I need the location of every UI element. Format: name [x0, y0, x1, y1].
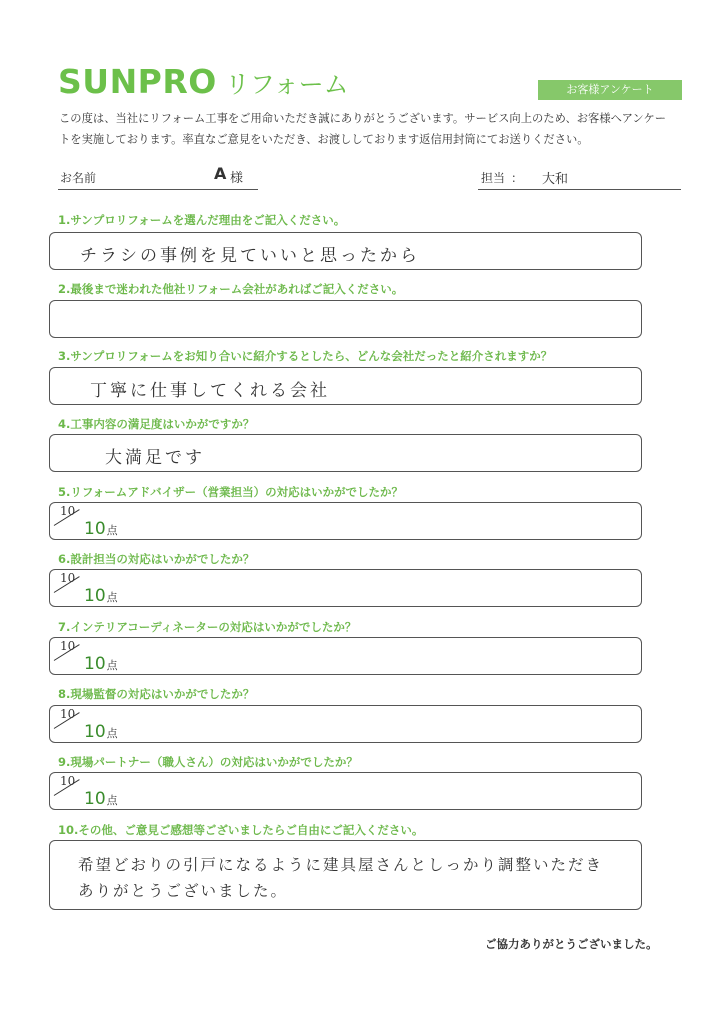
- question-9-handwritten-score: 10: [60, 774, 76, 788]
- staff-name-value: 大和: [542, 172, 569, 187]
- question-8-label: 8.現場監督の対応はいかがでしたか？: [58, 687, 255, 701]
- question-5-handwritten-score: 10: [60, 504, 76, 518]
- customer-name-underline: [58, 188, 258, 190]
- question-1-answer-box[interactable]: [49, 232, 642, 270]
- question-1-label: 1.サンプロリフォームを選んだ理由をご記入ください。: [58, 213, 346, 227]
- customer-name-value: A: [214, 164, 227, 183]
- intro-line-1: この度は、当社にリフォーム工事をご用命いただき誠にありがとうございます。サービス向上のため、お客様へアンケー: [59, 112, 667, 125]
- survey-badge: お客様アンケート: [538, 80, 682, 100]
- question-5-score-value: 10: [84, 519, 106, 539]
- question-9-score-box[interactable]: [49, 772, 642, 810]
- intro-line-2: トを実施しております。率直なご意見をいただき、お渡ししております返信用封筒にてお送りください。: [59, 133, 589, 146]
- question-1-answer: チラシの事例を見ていいと思ったから: [80, 246, 420, 266]
- question-6-handwritten-score: 10: [60, 571, 76, 585]
- question-7-score-box[interactable]: [49, 637, 642, 675]
- question-5-score: [84, 519, 118, 539]
- intro-text: [59, 108, 689, 150]
- question-2-label: 2.最後まで迷われた他社リフォーム会社があればご記入ください。: [58, 282, 404, 296]
- question-5-score-box[interactable]: [49, 502, 642, 540]
- logo-main: SUNPRO: [58, 62, 217, 101]
- question-7-score: [84, 654, 118, 674]
- question-3-answer-box[interactable]: [49, 367, 642, 405]
- customer-name-suffix: 様: [230, 171, 244, 186]
- question-8-score-box[interactable]: [49, 705, 642, 743]
- question-8-score: [84, 722, 118, 742]
- staff-underline: [478, 188, 681, 190]
- question-5-label: 5.リフォームアドバイザー（営業担当）の対応はいかがでしたか？: [58, 485, 404, 499]
- logo-sub: リフォーム: [224, 70, 349, 99]
- question-8-score-unit: 点: [106, 727, 118, 740]
- question-3-label: 3.サンプロリフォームをお知り合いに紹介するとしたら、どんな会社だったと紹介されますか？: [58, 349, 553, 363]
- question-4-label: 4.工事内容の満足度はいかがですか？: [58, 417, 255, 431]
- question-8-handwritten-score: 10: [60, 707, 76, 721]
- question-6-score-unit: 点: [106, 591, 118, 604]
- question-4-answer-box[interactable]: [49, 434, 642, 472]
- question-2-answer-box[interactable]: [49, 300, 642, 338]
- staff-colon: ：: [511, 171, 524, 185]
- question-10-label: 10.その他、ご意見ご感想等ございましたらご自由にご記入ください。: [58, 823, 424, 837]
- question-6-label: 6.設計担当の対応はいかがでしたか？: [58, 552, 255, 566]
- question-7-score-unit: 点: [106, 659, 118, 672]
- question-9-score: [84, 789, 118, 809]
- question-7-score-value: 10: [84, 654, 106, 674]
- question-3-answer: 丁寧に仕事してくれる会社: [90, 381, 330, 401]
- customer-name-label: お名前: [60, 171, 97, 185]
- question-7-label: 7.インテリアコーディネーターの対応はいかがでしたか？: [58, 620, 357, 634]
- question-9-score-value: 10: [84, 789, 106, 809]
- staff-label: 担当: [481, 171, 506, 185]
- question-10-answer-box[interactable]: [49, 840, 642, 910]
- question-7-handwritten-score: 10: [60, 639, 76, 653]
- question-9-score-unit: 点: [106, 794, 118, 807]
- company-logo: [58, 62, 349, 102]
- question-8-score-value: 10: [84, 722, 106, 742]
- question-4-answer: 大満足です: [105, 448, 205, 468]
- question-5-score-unit: 点: [106, 524, 118, 537]
- question-10-answer-line-2: ありがとうございました。: [78, 882, 289, 900]
- footer-thanks: ご協力ありがとうございました。: [485, 937, 658, 951]
- question-6-score-value: 10: [84, 586, 106, 606]
- question-6-score: [84, 586, 118, 606]
- question-10-answer-line-1: 希望どおりの引戸になるように建具屋さんとしっかり調整いただき: [78, 856, 604, 874]
- question-9-label: 9.現場パートナー（職人さん）の対応はいかがでしたか？: [58, 755, 358, 769]
- question-6-score-box[interactable]: [49, 569, 642, 607]
